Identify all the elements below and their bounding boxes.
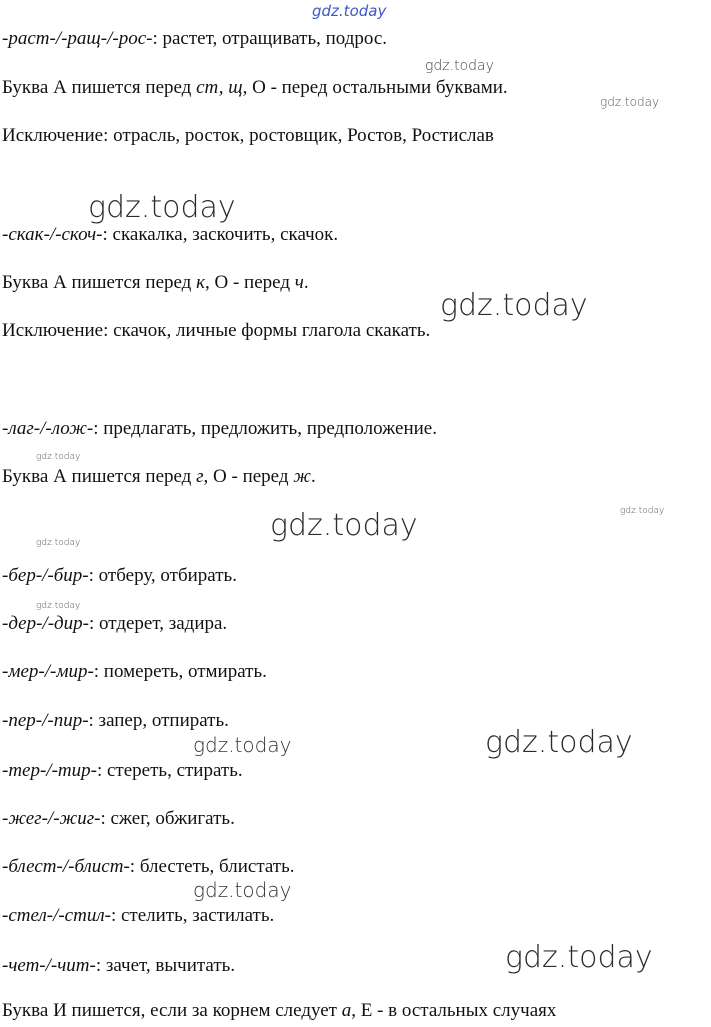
root: -дер-/-дир-: [2, 613, 89, 634]
watermark: gdz.today: [425, 58, 494, 74]
root-line: [2, 418, 437, 440]
watermark: gdz.today: [620, 506, 665, 516]
examples: : предлагать, предложить, предположение.: [93, 418, 437, 439]
rule-text: , О - перед: [205, 272, 295, 293]
alternation-line: [2, 955, 235, 977]
rule-letters: а: [341, 1000, 352, 1021]
rule-letters: к: [196, 272, 205, 293]
rule-line: [2, 466, 316, 488]
root: -скак-/-скоч-: [2, 224, 103, 245]
watermark: gdz.today: [36, 452, 81, 462]
rule-letters: г: [196, 466, 204, 487]
examples: : скакалка, заскочить, скачок.: [102, 224, 339, 245]
alternation-line: [2, 565, 237, 587]
rule-text: Буква А пишется перед: [2, 466, 197, 487]
watermark: gdz.today: [36, 601, 81, 611]
alternation-line: [2, 760, 243, 782]
watermark-top: gdz.today: [312, 2, 387, 20]
rule-text: Буква И пишется, если за корнем следует: [2, 1000, 342, 1021]
root: -блест-/-блист-: [2, 856, 130, 877]
root: -стел-/-стил-: [2, 905, 111, 926]
examples: : растет, отращивать, подрос.: [152, 28, 388, 49]
examples: : блестеть, блистать.: [129, 856, 295, 877]
root: -мер-/-мир-: [2, 661, 94, 682]
watermark: gdz.today: [600, 95, 660, 109]
root: -лаг-/-лож-: [2, 418, 94, 439]
watermark: gdz.today: [36, 538, 81, 548]
watermark: gdz.today: [88, 190, 236, 225]
alternation-line: [2, 808, 235, 830]
examples: : стелить, застилать.: [110, 905, 275, 926]
exception-line: Исключение: скачок, личные формы глагола скакать.: [2, 320, 431, 341]
alternation-line: [2, 710, 229, 732]
examples: : сжег, обжигать.: [100, 808, 235, 829]
rule-text: , О - перед: [203, 466, 294, 487]
alternation-line: [2, 661, 267, 683]
examples: : отдерет, задира.: [88, 613, 228, 634]
rule-line: [2, 272, 309, 294]
examples: : запер, отпирать.: [88, 710, 229, 731]
rule-text: , О - перед остальными буквами.: [242, 77, 508, 98]
watermark: gdz.today: [440, 288, 588, 323]
rule-letters: ж: [293, 466, 311, 487]
watermark: gdz.today: [193, 878, 292, 902]
root-line: [2, 28, 387, 50]
root: -раст-/-ращ-/-рос-: [2, 28, 153, 49]
root: -тер-/-тир-: [2, 760, 97, 781]
alternation-line: [2, 613, 227, 635]
watermark: gdz.today: [193, 733, 292, 757]
root: -бер-/-бир-: [2, 565, 89, 586]
watermark: gdz.today: [505, 940, 653, 975]
rule-letters: ч: [294, 272, 304, 293]
root: -пер-/-пир-: [2, 710, 89, 731]
examples: : помереть, отмирать.: [93, 661, 267, 682]
alternation-line: [2, 856, 295, 878]
rule-letters: ст, щ: [196, 77, 243, 98]
rule-text: .: [310, 466, 316, 487]
rule-text: .: [303, 272, 309, 293]
rule-line: [2, 77, 508, 99]
root-line: [2, 224, 338, 246]
root: -чет-/-чит-: [2, 955, 96, 976]
watermark: gdz.today: [270, 508, 418, 543]
examples: : отберу, отбирать.: [88, 565, 237, 586]
exception-line: Исключение: отрасль, росток, ростовщик, Ростов, Ростислав: [2, 125, 494, 146]
alternation-line: [2, 905, 274, 927]
rule-text: Буква А пишется перед: [2, 272, 197, 293]
final-rule-line: [2, 1000, 556, 1022]
watermark: gdz.today: [485, 725, 633, 760]
rule-text: Буква А пишется перед: [2, 77, 197, 98]
examples: : зачет, вычитать.: [95, 955, 236, 976]
examples: : стереть, стирать.: [96, 760, 243, 781]
rule-text: , Е - в остальных случаях: [351, 1000, 557, 1021]
root: -жег-/-жиг-: [2, 808, 101, 829]
